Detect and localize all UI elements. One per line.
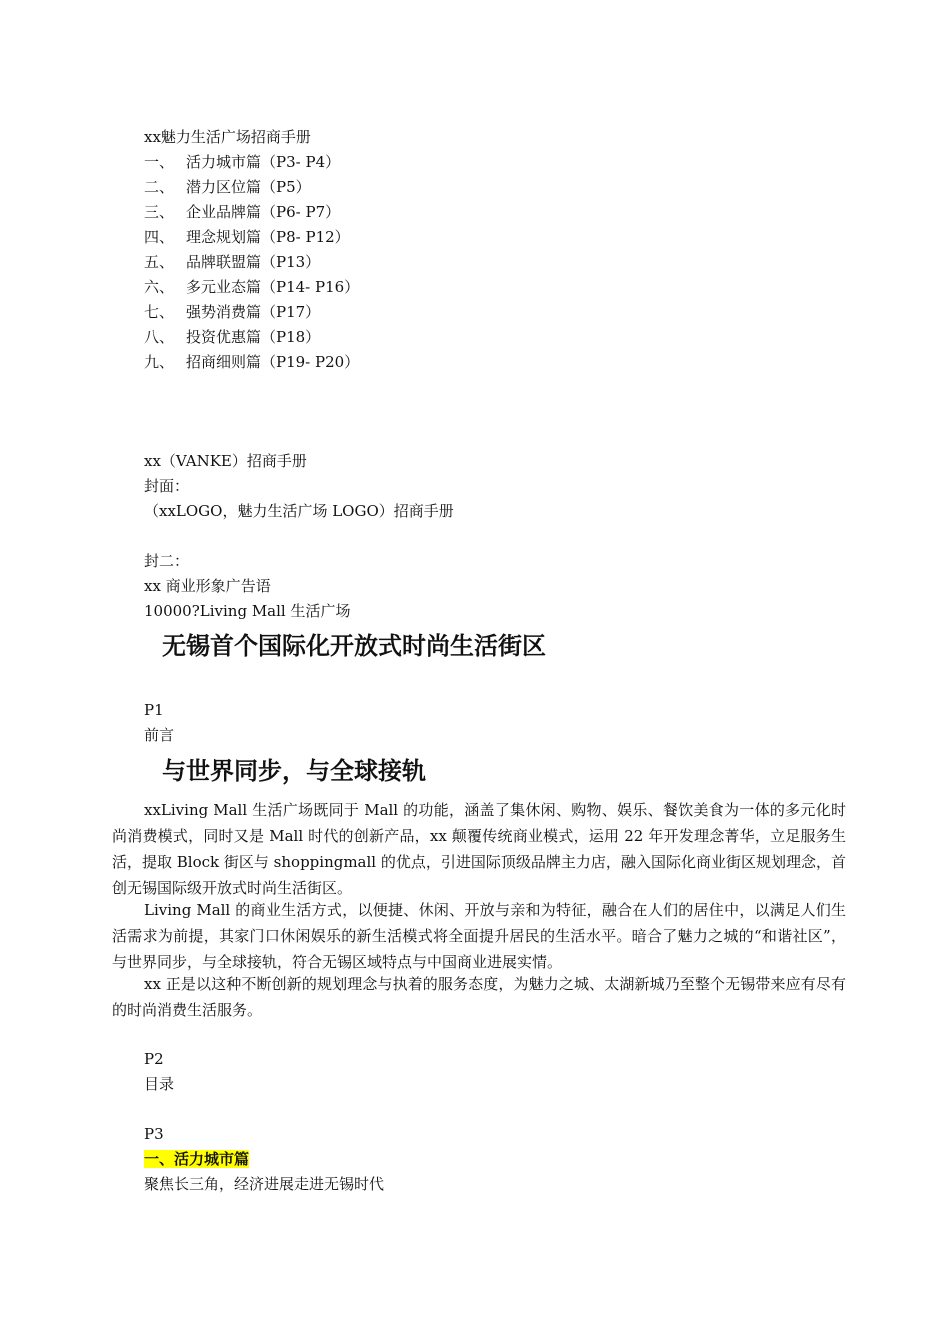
toc-item-label: 投资优惠篇（P18） (186, 328, 321, 346)
toc-item (144, 227, 350, 247)
toc-item (144, 302, 320, 322)
toc-item-label: 潜力区位篇（P5） (186, 178, 311, 196)
cover-label: 封面： (144, 477, 190, 495)
toc-item-label: 品牌联盟篇（P13） (186, 253, 321, 271)
toc-item-number: 四、 (144, 228, 175, 246)
page-number-p2: P2 (144, 1050, 164, 1068)
preface-paragraph-2: Living Mall 的商业生活方式，以便捷、休闲、开放与亲和为特征，融合在人们的居住中，以满足人们生活需求为前提，其家门口休闲娱乐的新生活模式将全面提升居民的生活水平。暗合了魅力之城的“和谐社区”，与世界同步，与全球接轨，符合无锡区域特点与中国商业进展实情。 (112, 901, 846, 971)
cover2-label: 封二： (144, 552, 190, 570)
toc-item-number: 七、 (144, 303, 175, 321)
slogan-label: xx 商业形象广告语 (144, 577, 271, 595)
toc-item (144, 152, 340, 172)
toc-item-label: 多元业态篇（P14- P16） (186, 278, 360, 296)
section-subtitle: 聚焦长三角，经济进展走进无锡时代 (144, 1175, 385, 1193)
toc-item (144, 352, 359, 372)
cover-text: （xxLOGO，魅力生活广场 LOGO）招商手册 (144, 502, 454, 520)
toc-item-label: 活力城市篇（P3- P4） (186, 153, 341, 171)
section-contents: 目录 (144, 1075, 175, 1093)
toc-item (144, 277, 359, 297)
page-number-p3: P3 (144, 1125, 164, 1143)
toc-item (144, 252, 320, 272)
toc-item (144, 327, 320, 347)
toc-item (144, 177, 311, 197)
section-heading-vibrant-city (144, 1149, 249, 1169)
toc-item-label: 理念规划篇（P8- P12） (186, 228, 350, 246)
toc-item-label: 企业品牌篇（P6- P7） (186, 203, 341, 221)
preface-heading: 与世界同步，与全球接轨 (162, 757, 426, 785)
toc-item-number: 六、 (144, 278, 175, 296)
slogan-text: 10000?Living Mall 生活广场 (144, 602, 351, 620)
toc-item-number: 一、 (144, 153, 175, 171)
toc-item-number: 二、 (144, 178, 175, 196)
toc-item-number: 五、 (144, 253, 175, 271)
cover-headline: 无锡首个国际化开放式时尚生活街区 (162, 632, 546, 660)
toc-item-number: 三、 (144, 203, 175, 221)
manual-title: xx（VANKE）招商手册 (144, 452, 307, 470)
highlighted-heading: 一、活力城市篇 (144, 1150, 250, 1168)
preface-paragraph-3: xx 正是以这种不断创新的规划理念与执着的服务态度，为魅力之城、太湖新城乃至整个无锡带来应有尽有的时尚消费生活服务。 (112, 975, 846, 1019)
page-number-p1: P1 (144, 701, 164, 719)
toc-item-number: 八、 (144, 328, 175, 346)
preface-paragraph-1: xxLiving Mall 生活广场既同于 Mall 的功能，涵盖了集休闲、购物、娱乐、餐饮美食为一体的多元化时尚消费模式，同时又是 Mall 时代的创新产品，xx 颠覆传统商业模式，运用 22 年开发理念菁华，立足服务生活，提取 Block 街区与 shoppingmall 的优点，引进国际顶级品牌主力店，融入国际化商业街区规划理念，首创无锡国际级开放式时尚生活街区。 (112, 801, 846, 897)
toc-item (144, 202, 340, 222)
toc-title: xx魅力生活广场招商手册 (144, 128, 311, 146)
section-preface: 前言 (144, 726, 175, 744)
toc-item-label: 招商细则篇（P19- P20） (186, 353, 360, 371)
toc-item-number: 九、 (144, 353, 175, 371)
toc-item-label: 强势消费篇（P17） (186, 303, 321, 321)
